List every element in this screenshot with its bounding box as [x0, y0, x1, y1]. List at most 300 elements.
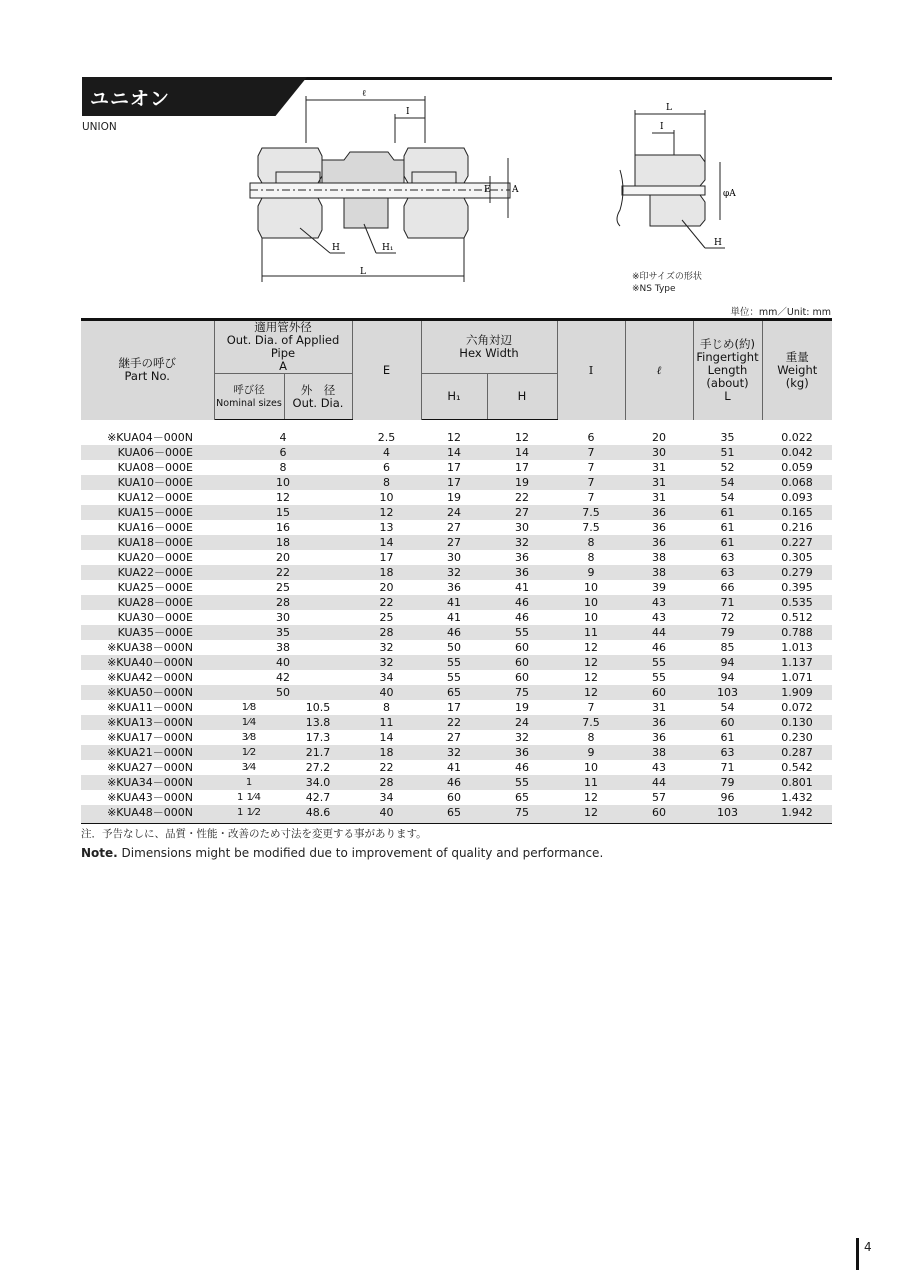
cell-weight: 0.305 [781, 550, 813, 564]
cell-weight: 0.216 [781, 520, 813, 534]
cell-weight: 1.013 [781, 640, 813, 654]
cell-e: 40 [352, 805, 421, 824]
cell-length: 71 [720, 760, 735, 774]
cell-weight: 0.165 [762, 505, 832, 520]
cell-part: ※KUA38－000N [107, 640, 193, 654]
cell-h: 32 [515, 730, 529, 744]
cell-nominal: 42 [276, 670, 290, 684]
table-row [81, 670, 832, 685]
cell-weight: 0.093 [781, 490, 813, 504]
cell-length: 60 [693, 715, 762, 730]
cell-i: 12 [584, 670, 598, 684]
cell-h: 55 [487, 775, 557, 790]
note-jp: 注．予告なしに、品質・性能・改善のため寸法を変更する事があります。 [81, 828, 427, 840]
col-length-jp: 手じめ(約) [700, 336, 755, 351]
cell-part: KUA20－000E [117, 550, 193, 564]
col-pipe-en: Out. Dia. of Applied Pipe [226, 333, 340, 360]
ns-type-drawing [610, 100, 750, 265]
cell-h: 41 [515, 580, 529, 594]
cell-weight: 0.788 [762, 625, 832, 640]
cell-l: 36 [625, 505, 693, 520]
col-nominal-en: Nominal sizes [216, 397, 282, 409]
note-en-text: Dimensions might be modified due to improvement of quality and performance. [117, 846, 604, 860]
cell-i: 10 [584, 610, 598, 624]
col-length-l: L [724, 388, 731, 403]
side-label-l: L [666, 103, 672, 113]
cell-e: 13 [379, 520, 394, 534]
cell-i: 7 [557, 445, 625, 460]
cell-e: 14 [379, 730, 394, 744]
cell-e: 18 [352, 745, 421, 760]
cell-outer: 27.2 [305, 760, 331, 774]
cell-h1: 17 [421, 475, 487, 490]
cell-part: KUA16－000E [117, 520, 193, 534]
cell-part: KUA22－000E [81, 565, 214, 580]
cell-nominal: 50 [214, 685, 352, 700]
cell-i: 8 [557, 535, 625, 550]
cell-weight: 0.227 [762, 535, 832, 550]
cell-h1: 27 [447, 730, 461, 744]
label-i: I [406, 107, 410, 117]
cell-h: 46 [487, 595, 557, 610]
cell-i: 7.5 [557, 715, 625, 730]
cell-i: 11 [557, 625, 625, 640]
cell-weight: 1.909 [762, 685, 832, 700]
cell-i: 6 [587, 430, 595, 444]
cell-h1: 41 [447, 610, 461, 624]
cell-h: 36 [487, 565, 557, 580]
cell-h1: 32 [421, 565, 487, 580]
cell-outer: 48.6 [284, 805, 352, 824]
table-row [81, 535, 832, 550]
cell-h1: 32 [421, 745, 487, 760]
table-row [81, 775, 832, 790]
cell-nominal: 6 [214, 445, 352, 460]
col-e: E [352, 320, 421, 420]
cell-i: 10 [584, 760, 598, 774]
cell-part: ※KUA21－000N [81, 745, 214, 760]
cell-l: 31 [652, 700, 666, 714]
cell-e: 8 [383, 700, 390, 714]
cell-nominal: 1 1⁄2 [214, 805, 284, 824]
cell-length: 72 [720, 610, 735, 624]
cell-h1: 50 [447, 640, 461, 654]
col-hex-en: Hex Width [459, 346, 519, 360]
cell-outer: 21.7 [284, 745, 352, 760]
table-row [81, 550, 832, 565]
cell-l: 20 [652, 430, 666, 444]
cell-e: 22 [379, 760, 394, 774]
cell-part: KUA35－000E [81, 625, 214, 640]
cell-e: 28 [352, 625, 421, 640]
cell-h1: 65 [421, 685, 487, 700]
cell-l: 60 [625, 685, 693, 700]
cell-h: 30 [515, 520, 529, 534]
cell-h: 19 [487, 475, 557, 490]
cell-l: 46 [652, 640, 666, 654]
label-h1: H₁ [382, 243, 394, 253]
cell-l: 36 [652, 730, 666, 744]
cell-i: 9 [557, 745, 625, 760]
cell-h: 27 [487, 505, 557, 520]
cell-i: 7 [557, 475, 625, 490]
cell-l: 36 [625, 535, 693, 550]
cell-outer: 10.5 [305, 700, 331, 714]
col-pipe-a: A [279, 359, 287, 373]
cell-l: 57 [652, 790, 666, 804]
cell-h1: 30 [447, 550, 461, 564]
cell-weight: 0.542 [781, 760, 813, 774]
cell-h: 75 [487, 805, 557, 824]
cell-e: 34 [379, 670, 394, 684]
cell-length: 51 [693, 445, 762, 460]
cell-l: 55 [652, 670, 666, 684]
cell-weight: 0.535 [762, 595, 832, 610]
cell-nominal: 1⁄4 [214, 715, 284, 730]
cell-l: 39 [652, 580, 666, 594]
cell-outer: 42.7 [305, 790, 331, 804]
cell-weight: 1.432 [781, 790, 813, 804]
cell-weight: 0.042 [762, 445, 832, 460]
cell-length: 63 [693, 745, 762, 760]
cell-weight: 0.279 [762, 565, 832, 580]
cell-weight: 1.942 [762, 805, 832, 824]
cell-part: ※KUA11－000N [107, 700, 193, 714]
table-row [81, 640, 832, 655]
cell-weight: 0.068 [762, 475, 832, 490]
cell-weight: 0.059 [781, 460, 813, 474]
cell-length: 63 [693, 565, 762, 580]
cell-weight: 0.287 [762, 745, 832, 760]
cell-e: 11 [352, 715, 421, 730]
col-l: ℓ [625, 320, 693, 420]
cell-nominal: 3⁄8 [241, 731, 257, 743]
label-a: A [512, 185, 519, 195]
cell-h: 32 [487, 535, 557, 550]
cell-e: 32 [379, 640, 394, 654]
cell-h: 36 [487, 745, 557, 760]
col-part-en: Part No. [124, 369, 170, 384]
side-label-h: H [714, 238, 722, 248]
col-outer [284, 374, 352, 420]
label-l: ℓ [362, 89, 367, 99]
cell-part: ※KUA27－000N [107, 760, 193, 774]
cell-h1: 17 [447, 700, 461, 714]
cell-i: 7 [587, 700, 595, 714]
cell-e: 10 [379, 490, 394, 504]
table-row [81, 625, 832, 640]
label-h: H [332, 243, 340, 253]
ns-note [632, 271, 702, 295]
cell-l: 60 [625, 805, 693, 824]
cell-nominal: 4 [279, 430, 287, 444]
table-row [81, 445, 832, 460]
label-e: E [484, 185, 491, 195]
table-row [81, 805, 832, 824]
cell-h: 17 [515, 460, 529, 474]
cell-h: 12 [515, 430, 529, 444]
cell-nominal: 1 1⁄4 [237, 791, 261, 803]
cell-i: 12 [557, 655, 625, 670]
cell-l: 55 [625, 655, 693, 670]
cell-h1: 27 [447, 520, 461, 534]
cell-i: 7 [587, 460, 595, 474]
table-row [81, 700, 832, 715]
table-row [81, 505, 832, 520]
cell-i: 11 [557, 775, 625, 790]
cell-i: 12 [584, 790, 598, 804]
cell-part: KUA28－000E [81, 595, 214, 610]
cell-h1: 17 [447, 460, 461, 474]
cell-e: 22 [352, 595, 421, 610]
cell-e: 40 [352, 685, 421, 700]
spec-table [81, 318, 832, 824]
cell-part: KUA12－000E [117, 490, 193, 504]
cell-nominal: 35 [214, 625, 352, 640]
cell-nominal: 15 [214, 505, 352, 520]
cell-h: 22 [515, 490, 529, 504]
cell-l: 43 [652, 610, 666, 624]
col-part-jp: 継手の呼び [118, 356, 176, 371]
label-len: L [360, 267, 366, 277]
cell-l: 31 [652, 490, 666, 504]
col-pipe [214, 320, 352, 374]
col-h: H [487, 374, 557, 420]
cell-h: 55 [487, 625, 557, 640]
cell-h: 24 [487, 715, 557, 730]
cell-weight: 1.137 [762, 655, 832, 670]
cell-length: 103 [693, 805, 762, 824]
table-row [81, 475, 832, 490]
cell-length: 35 [720, 430, 735, 444]
col-weight-jp: 重量 [785, 349, 809, 364]
cell-weight: 0.022 [781, 430, 813, 444]
cell-e: 4 [352, 445, 421, 460]
cell-e: 34 [379, 790, 394, 804]
table-row [81, 655, 832, 670]
cell-outer: 17.3 [305, 730, 331, 744]
cell-h1: 24 [421, 505, 487, 520]
cell-part: ※KUA43－000N [107, 790, 193, 804]
unit-label: 単位：mm／Unit: mm [730, 307, 831, 318]
cell-h1: 46 [421, 775, 487, 790]
cell-l: 31 [652, 460, 666, 474]
cell-length: 61 [720, 730, 735, 744]
cell-part: ※KUA17－000N [107, 730, 193, 744]
cell-weight: 0.230 [781, 730, 813, 744]
cell-length: 79 [693, 625, 762, 640]
col-pipe-jp: 適用管外径 [254, 320, 312, 334]
cell-l: 44 [625, 775, 693, 790]
table-row [81, 685, 832, 700]
cell-length: 94 [693, 655, 762, 670]
col-weight-unit: (kg) [785, 375, 809, 390]
cell-nominal: 30 [276, 610, 290, 624]
col-length-en3: (about) [706, 375, 749, 390]
cell-l: 43 [625, 595, 693, 610]
cell-weight: 0.801 [762, 775, 832, 790]
cell-e: 14 [352, 535, 421, 550]
cell-i: 7.5 [557, 505, 625, 520]
col-nominal-jp: 呼び径 [233, 383, 265, 396]
cell-length: 85 [720, 640, 735, 654]
cell-h1: 36 [447, 580, 461, 594]
gap-cell [81, 420, 832, 430]
cell-length: 96 [720, 790, 735, 804]
cell-nominal: 40 [214, 655, 352, 670]
cell-length: 71 [693, 595, 762, 610]
cell-outer: 13.8 [284, 715, 352, 730]
cell-h1: 60 [447, 790, 461, 804]
table-row [81, 610, 832, 625]
col-h1: H₁ [421, 374, 487, 420]
cell-length: 54 [720, 490, 735, 504]
spec-table-body [81, 420, 832, 824]
cell-length: 54 [720, 700, 735, 714]
cell-e: 2.5 [377, 430, 396, 444]
cell-nominal: 1 [214, 775, 284, 790]
cell-i: 10 [557, 595, 625, 610]
cell-h: 60 [515, 670, 529, 684]
cell-l: 38 [625, 745, 693, 760]
cell-i: 8 [587, 550, 595, 564]
cell-weight: 0.395 [781, 580, 813, 594]
cell-weight: 0.130 [762, 715, 832, 730]
cell-h1: 22 [421, 715, 487, 730]
cell-part: KUA18－000E [81, 535, 214, 550]
cell-part: ※KUA42－000N [107, 670, 193, 684]
cell-length: 54 [693, 475, 762, 490]
cell-length: 61 [693, 535, 762, 550]
union-drawing [240, 88, 530, 293]
cell-h1: 55 [447, 670, 461, 684]
cell-length: 79 [693, 775, 762, 790]
cell-e: 32 [352, 655, 421, 670]
cell-h1: 12 [447, 430, 461, 444]
table-row [81, 520, 832, 535]
ns-note-en: ※NS Type [632, 284, 676, 294]
cell-part: ※KUA04－000N [107, 430, 193, 444]
cell-part: KUA10－000E [81, 475, 214, 490]
cell-part: KUA06－000E [81, 445, 214, 460]
col-length [693, 320, 762, 420]
cell-e: 18 [352, 565, 421, 580]
cell-i: 7 [587, 490, 595, 504]
cell-part: ※KUA40－000N [81, 655, 214, 670]
col-part [81, 320, 214, 420]
page-bar [856, 1238, 859, 1270]
cell-l: 38 [625, 565, 693, 580]
page-title: ユニオン [90, 88, 171, 110]
cell-l: 30 [625, 445, 693, 460]
col-length-en2: Length [707, 362, 748, 377]
cell-nominal: 20 [276, 550, 290, 564]
col-hex [421, 320, 557, 374]
cell-outer: 34.0 [284, 775, 352, 790]
cell-part: KUA15－000E [81, 505, 214, 520]
cell-weight: 1.071 [781, 670, 813, 684]
table-row [81, 790, 832, 805]
cell-nominal: 8 [279, 460, 287, 474]
cell-i: 10 [584, 580, 598, 594]
cell-length: 52 [720, 460, 735, 474]
cell-part: ※KUA48－000N [81, 805, 214, 824]
table-row [81, 595, 832, 610]
cell-h1: 46 [421, 625, 487, 640]
cell-h1: 27 [421, 535, 487, 550]
cell-length: 66 [720, 580, 735, 594]
col-outer-en: Out. Dia. [292, 395, 344, 410]
table-row [81, 760, 832, 775]
cell-l: 38 [652, 550, 666, 564]
col-weight [762, 320, 832, 420]
note-en [81, 846, 603, 860]
cell-nominal: 1⁄8 [241, 701, 257, 713]
cell-weight: 0.512 [781, 610, 813, 624]
table-row [81, 580, 832, 595]
cell-l: 36 [652, 520, 666, 534]
cell-nominal: 16 [276, 520, 290, 534]
cell-nominal: 3⁄4 [241, 761, 257, 773]
cell-e: 17 [379, 550, 394, 564]
ns-note-jp: ※印サイズの形状 [632, 272, 702, 282]
col-weight-en: Weight [777, 362, 818, 377]
cell-nominal: 28 [214, 595, 352, 610]
cell-nominal: 22 [214, 565, 352, 580]
cell-h: 60 [515, 640, 529, 654]
cell-weight: 0.072 [781, 700, 813, 714]
cell-length: 63 [720, 550, 735, 564]
side-label-i: I [660, 122, 664, 132]
table-row [81, 460, 832, 475]
cell-nominal: 25 [276, 580, 290, 594]
cell-nominal: 38 [276, 640, 290, 654]
cell-part: ※KUA13－000N [81, 715, 214, 730]
page-subtitle: UNION [82, 121, 117, 133]
cell-e: 28 [352, 775, 421, 790]
cell-h: 75 [487, 685, 557, 700]
table-row [81, 565, 832, 580]
cell-length: 61 [720, 520, 735, 534]
cell-e: 25 [379, 610, 394, 624]
cell-h1: 41 [421, 595, 487, 610]
page-number: 4 [864, 1240, 872, 1254]
cell-nominal: 18 [214, 535, 352, 550]
cell-h: 19 [515, 700, 529, 714]
cell-part: ※KUA34－000N [81, 775, 214, 790]
cell-i: 9 [557, 565, 625, 580]
cell-nominal: 12 [276, 490, 290, 504]
cell-h: 65 [515, 790, 529, 804]
cell-nominal: 10 [214, 475, 352, 490]
table-row [81, 430, 832, 445]
cell-h1: 41 [447, 760, 461, 774]
cell-h: 60 [487, 655, 557, 670]
cell-part: KUA08－000E [117, 460, 193, 474]
cell-h: 46 [515, 610, 529, 624]
col-length-en1: Fingertight [696, 349, 759, 364]
cell-h: 14 [487, 445, 557, 460]
cell-part: KUA30－000E [117, 610, 193, 624]
cell-length: 94 [720, 670, 735, 684]
cell-length: 61 [693, 505, 762, 520]
cell-l: 36 [625, 715, 693, 730]
cell-h: 46 [515, 760, 529, 774]
cell-i: 7.5 [582, 520, 600, 534]
col-hex-jp: 六角対辺 [466, 333, 512, 347]
cell-e: 20 [379, 580, 394, 594]
cell-part: ※KUA50－000N [81, 685, 214, 700]
